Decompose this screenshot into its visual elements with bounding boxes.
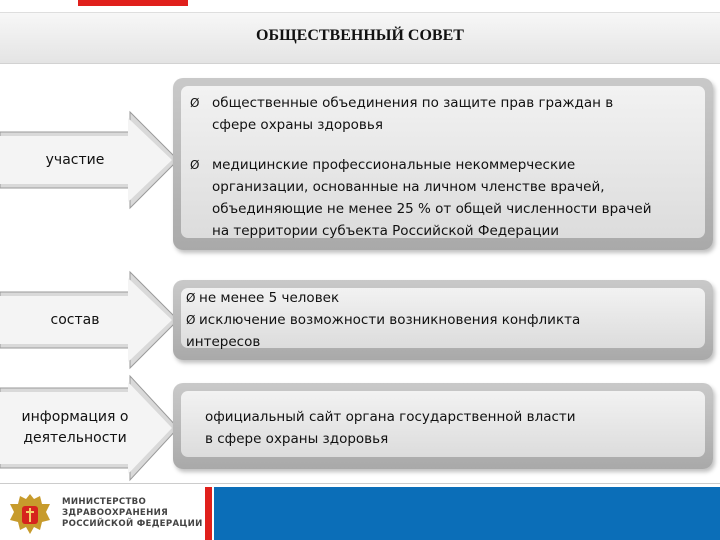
arrow-label-participation: участие [45, 152, 105, 168]
coat-of-arms-icon [6, 490, 54, 538]
bullet-marker: Ø [186, 313, 196, 327]
ministry-name: МИНИСТЕРСТВО ЗДРАВООХРАНЕНИЯ РОССИЙСКОЙ ФЕДЕРАЦИИ [62, 497, 203, 529]
bullet-min-members: Ø не менее 5 человек [186, 287, 706, 309]
title-band [0, 12, 720, 64]
page-title: ОБЩЕСТВЕННЫЙ СОВЕТ [256, 27, 464, 44]
top-accent-bar [78, 0, 188, 6]
bullet-marker: Ø [186, 291, 196, 305]
bullet-medical-organizations: Ø медицинские профессиональные некоммерческие организации, основанные на личном членстве врачей, объединяющие не менее 25 % от общей численности врачей на территории субъекта Российской Федерации [190, 154, 710, 242]
arrow-label-information: информация о деятельности [21, 409, 129, 446]
bullet-conflict-exclusion: Ø исключение возможности возникновения конфликта интересов [186, 309, 706, 353]
footer-red-bar [205, 487, 212, 540]
bullet-marker: Ø [190, 96, 200, 110]
footer-blue-bar [214, 487, 720, 540]
bullet-public-associations: Ø общественные объединения по защите прав граждан в сфере охраны здоровья [190, 92, 705, 136]
bullet-marker: Ø [190, 158, 200, 172]
official-website-text: официальный сайт органа государственной власти в сфере охраны здоровья [205, 409, 576, 447]
arrow-label-composition: состав [50, 312, 100, 328]
footer-divider [0, 483, 720, 484]
